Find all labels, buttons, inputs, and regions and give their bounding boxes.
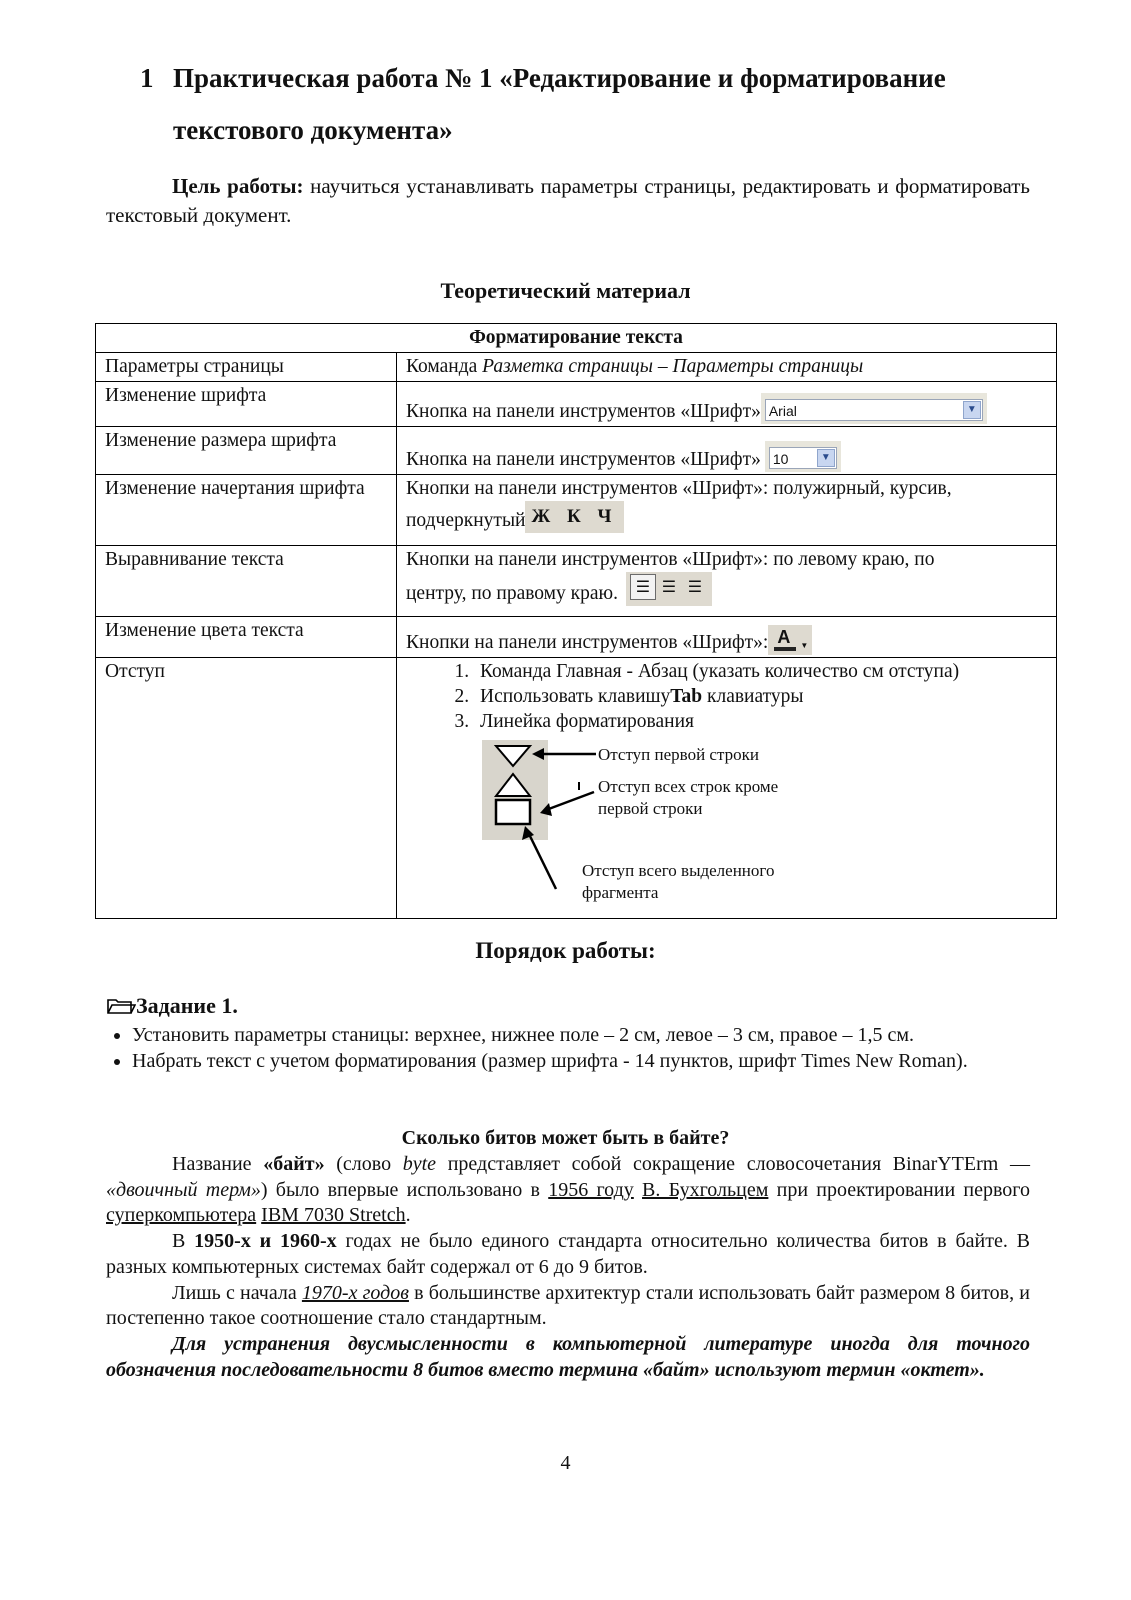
octet-note: Для устранения двусмысленности в компьютерной литературе иногда для точного обозначения последовательности 8 битов вместо термина «байт» используют термин «октет». xyxy=(106,1332,1030,1381)
font-color-icon: A xyxy=(777,627,791,647)
chapter-number: 1 xyxy=(140,63,154,93)
left-indent-label: Отступ всего выделенного фрагмента xyxy=(582,861,775,902)
theory-title: Теоретический материал xyxy=(440,278,691,303)
row-text-2: подчеркнутый xyxy=(406,510,526,531)
example-paragraph-2 xyxy=(106,1229,1030,1280)
text-run: В xyxy=(172,1230,195,1253)
text-run: представляет собой сокращение словосочетания BinarYTErm — xyxy=(436,1153,1030,1175)
row-label: Изменение цвета текста xyxy=(96,617,397,658)
row-content xyxy=(397,382,1057,427)
text-run xyxy=(634,1179,642,1201)
row-label: Отступ xyxy=(96,658,397,919)
row-content xyxy=(397,658,1057,919)
goal-text: научиться устанавливать параметры страницы, редактировать и форматировать текстовый документ. xyxy=(106,174,1031,227)
row-text: Кнопки на панели инструментов «Шрифт»: полужирный, курсив, xyxy=(406,478,952,499)
text-run: Лишь с начала xyxy=(172,1281,302,1304)
text-run: . xyxy=(405,1204,411,1227)
alignment-buttons-image xyxy=(626,572,712,606)
row-text: Кнопка на панели инструментов «Шрифт» xyxy=(406,449,761,470)
arrow-line-all xyxy=(528,832,556,889)
arrow-line-hanging xyxy=(546,792,594,810)
folder-icon xyxy=(106,997,136,1015)
term-bold: «байт» xyxy=(263,1153,325,1175)
align-center-icon: ☰ xyxy=(661,579,677,596)
goal-label: Цель работы: xyxy=(172,174,304,198)
list-item xyxy=(474,684,1047,709)
text-run: при проектировании первого xyxy=(768,1178,1030,1201)
order-title: Порядок работы: xyxy=(475,938,656,963)
row-content xyxy=(397,546,1057,617)
row-content xyxy=(397,353,1057,382)
text-run: ) было впервые использовано в xyxy=(260,1178,549,1201)
link-1970s[interactable]: 1970-х годов xyxy=(301,1281,409,1304)
example-title: Сколько битов может быть в байте? xyxy=(401,1127,730,1149)
row-label: Параметры страницы xyxy=(96,353,397,382)
chevron-down-icon: ▼ xyxy=(817,449,835,467)
example-paragraph-4 xyxy=(106,1332,1030,1383)
term-italic: «двоичный терм» xyxy=(106,1178,261,1201)
example-paragraph-3 xyxy=(106,1281,1030,1332)
row-content xyxy=(397,475,1057,546)
term-italic: byte xyxy=(402,1153,437,1175)
list-item: • Набрать текст с учетом форматирования (размер шрифта - 14 пунктов, шрифт Times New Roman). xyxy=(132,1048,1056,1074)
item-text: Использовать клавишу xyxy=(480,686,671,707)
item-key: Tab xyxy=(670,686,703,707)
chevron-down-icon: ▼ xyxy=(963,401,981,419)
left-indent-marker-icon xyxy=(496,800,530,824)
row-text-2: центру, по правому краю. xyxy=(406,583,618,604)
size-toolbar-image xyxy=(765,441,841,472)
color-bar xyxy=(774,647,796,651)
table-row xyxy=(96,546,1057,617)
hanging-indent-marker-icon xyxy=(496,774,530,796)
hanging-indent-label: Отступ всех строк кроме первой строки xyxy=(598,777,779,818)
row-text: Кнопка на панели инструментов «Шрифт» xyxy=(406,401,761,422)
years-bold: 1950-х и 1960-х xyxy=(194,1230,337,1253)
font-color-button-image xyxy=(768,625,812,655)
table-header: Форматирование текста xyxy=(96,324,1057,353)
row-content xyxy=(397,427,1057,475)
table-row xyxy=(96,617,1057,658)
font-size-value: 10 xyxy=(772,451,789,467)
table-row xyxy=(96,475,1057,546)
arrow-head-icon xyxy=(540,803,552,816)
table-row xyxy=(96,658,1057,919)
row-label: Изменение размера шрифта xyxy=(96,427,397,475)
font-name-value: Arial xyxy=(768,403,797,419)
chapter-title-line2: текстового документа» xyxy=(173,115,453,145)
arrow-head-icon xyxy=(532,748,544,760)
text-run: годах не было единого стандарта относительно количества битов в байте. В разных компьютерных системах байт содержал от 6 до 9 битов. xyxy=(106,1230,1030,1278)
font-size-combo xyxy=(769,447,837,469)
item-text-post: клавиатуры xyxy=(702,686,804,707)
font-toolbar-image xyxy=(761,393,987,424)
text-run: Название xyxy=(172,1153,264,1175)
align-left-icon: ☰ xyxy=(630,574,656,600)
dropdown-arrow-icon: ▼ xyxy=(800,641,809,650)
row-text: Кнопки на панели инструментов «Шрифт»: по левому краю, по xyxy=(406,549,935,570)
table-row xyxy=(96,427,1057,475)
row-label: Выравнивание текста xyxy=(96,546,397,617)
task-bullets xyxy=(106,1022,1056,1074)
list-item: • Установить параметры станицы: верхнее, нижнее поле – 2 см, левое – 3 см, правое – 1,5 см. xyxy=(132,1022,1056,1048)
link-1956[interactable]: 1956 году xyxy=(548,1178,634,1201)
font-name-combo xyxy=(765,399,983,421)
example-paragraph-1 xyxy=(106,1152,1030,1229)
task-title: Задание 1. xyxy=(136,993,238,1018)
first-line-indent-marker-icon xyxy=(496,746,530,766)
row-content xyxy=(397,617,1057,658)
goal-paragraph xyxy=(106,172,1030,230)
command-path: Разметка страницы – Параметры страницы xyxy=(482,356,864,377)
text-run: (слово xyxy=(324,1153,403,1175)
first-line-indent-label: Отступ первой строки xyxy=(598,745,759,764)
table-row xyxy=(96,353,1057,382)
ruler-diagram xyxy=(406,734,1047,902)
bold-italic-underline-buttons-image: Ж К Ч xyxy=(525,501,623,533)
link-supercomputer[interactable]: суперкомпьютера xyxy=(106,1204,257,1227)
formatting-table xyxy=(95,323,1057,919)
chapter-title-line1: Практическая работа № 1 «Редактирование и форматирование xyxy=(173,63,946,93)
text-run: в большинстве архитектур стали использовать байт размером 8 битов, и постепенно такое соотношение стало стандартным. xyxy=(106,1281,1030,1330)
example-text xyxy=(106,1152,1030,1383)
list-item: 1. Команда Главная - Абзац (указать количество см отступа) xyxy=(474,659,1047,684)
indent-methods-list xyxy=(406,659,1047,734)
table-row xyxy=(96,382,1057,427)
row-label: Изменение начертания шрифта xyxy=(96,475,397,546)
command-text: Команда xyxy=(406,356,483,377)
row-label: Изменение шрифта xyxy=(96,382,397,427)
link-buchholz[interactable]: В. Бухгольцем xyxy=(642,1178,769,1201)
list-item: 3. Линейка форматирования xyxy=(474,709,1047,734)
link-ibm-stretch[interactable]: IBM 7030 Stretch xyxy=(261,1204,406,1227)
page-number: 4 xyxy=(560,1452,571,1474)
task-heading xyxy=(106,993,238,1019)
row-text: Кнопки на панели инструментов «Шрифт»: xyxy=(406,632,769,653)
align-right-icon: ☰ xyxy=(687,579,703,596)
